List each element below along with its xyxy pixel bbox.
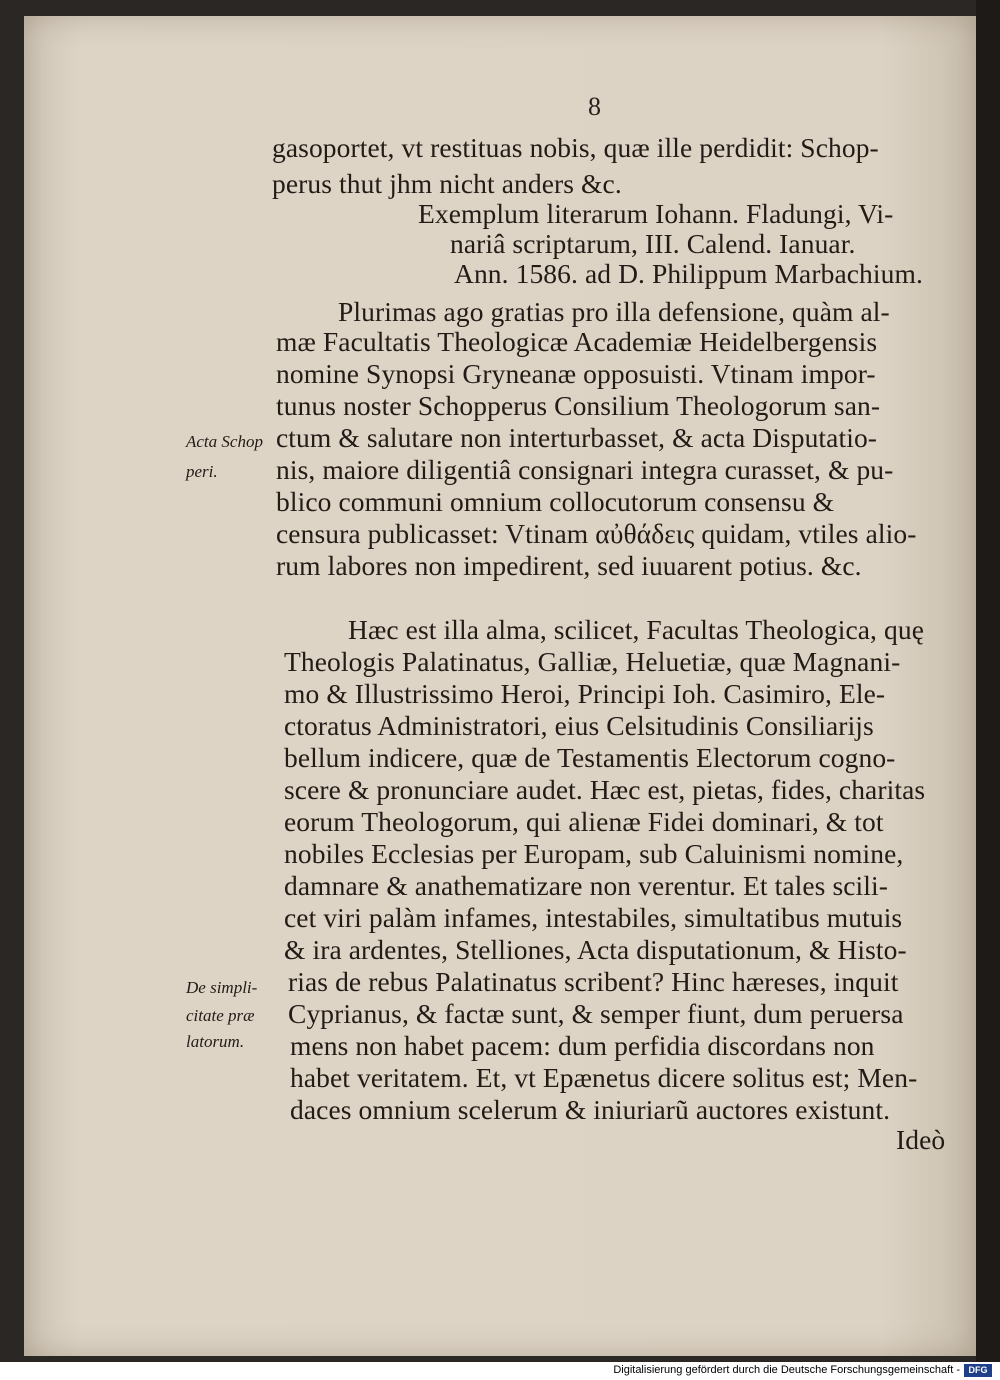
margin-note-4: citate præ [186,1006,255,1025]
margin-note-1: Acta Schop [186,432,263,451]
text-line-10: ctum & salutare non interturbasset, & acta Disputatio- [276,422,878,453]
text-line-5: Ann. 1586. ad D. Philippum Marbachium. [454,258,923,289]
book-edge [976,0,1000,1362]
text-line-3: Exemplum literarum Iohann. Fladungi, Vi- [418,198,894,229]
text-line-13: censura publicasset: Vtinam αὐθάδεις quidam, vtiles alio- [276,518,917,549]
text-line-21: eorum Theologorum, qui alienæ Fidei dominari, & tot [284,806,884,837]
text-line-17: mo & Illustrissimo Heroi, Principi Ioh. Casimiro, Ele- [284,678,886,709]
text-line-24: cet viri palàm infames, intestabiles, simultatibus mutuis [284,902,903,933]
dfg-logo: DFG [964,1364,992,1377]
text-line-11: nis, maiore diligentiâ consignari integra curasset, & pu- [276,454,894,485]
text-line-1: gasoportet, vt restituas nobis, quæ ille perdidit: Schop- [272,132,879,163]
margin-note-2: peri. [186,462,218,481]
text-line-22: nobiles Ecclesias per Europam, sub Caluinismi nomine, [284,838,904,869]
catchword: Ideò [896,1124,946,1155]
text-line-25: & ira ardentes, Stelliones, Acta disputationum, & Histo- [284,934,907,965]
text-line-12: blico communi omnium collocutorum consensu & [276,486,835,517]
text-line-15: Hæc est illa alma, scilicet, Facultas Theologica, quę [348,614,925,645]
text-line-6: Plurimas ago gratias pro illa defensione, quàm al- [338,296,890,327]
text-line-16: Theologis Palatinatus, Galliæ, Heluetiæ, quæ Magnani- [284,646,901,677]
text-line-23: damnare & anathematizare non verentur. Et tales scili- [284,870,889,901]
text-line-19: bellum indicere, quæ de Testamentis Electorum cogno- [284,742,896,773]
text-line-4: nariâ scriptarum, III. Calend. Ianuar. [450,228,856,259]
funding-notice: Digitalisierung gefördert durch die Deutsche Forschungsgemeinschaft - [613,1364,960,1376]
text-line-20: scere & pronunciare audet. Hæc est, pietas, fides, charitas [284,774,926,805]
text-line-28: mens non habet pacem: dum perfidia discordans non [290,1030,875,1061]
text-line-8: nomine Synopsi Gryneanæ opposuisti. Vtinam impor- [276,358,876,389]
page-number: 8 [588,92,601,121]
text-line-26: rias de rebus Palatinatus scribent? Hinc hæreses, inquit [288,966,899,997]
margin-note-5: latorum. [186,1032,245,1051]
text-line-14: rum labores non impedirent, sed iuuarent potius. &c. [276,550,862,581]
margin-note-3: De simpli- [186,978,258,997]
text-line-30: daces omnium scelerum & iniuriarũ auctores existunt. [290,1094,891,1125]
text-line-27: Cyprianus, & factæ sunt, & semper fiunt, dum peruersa [288,998,904,1029]
text-line-9: tunus noster Schopperus Consilium Theologorum san- [276,390,881,421]
text-line-18: ctoratus Administratori, eius Celsitudinis Consiliarijs [284,710,874,741]
text-line-29: habet veritatem. Et, vt Epænetus dicere solitus est; Men- [290,1062,918,1093]
text-line-2: perus thut jhm nicht anders &c. [272,168,622,199]
text-line-7: mæ Facultatis Theologicæ Academiæ Heidelbergensis [276,326,878,357]
